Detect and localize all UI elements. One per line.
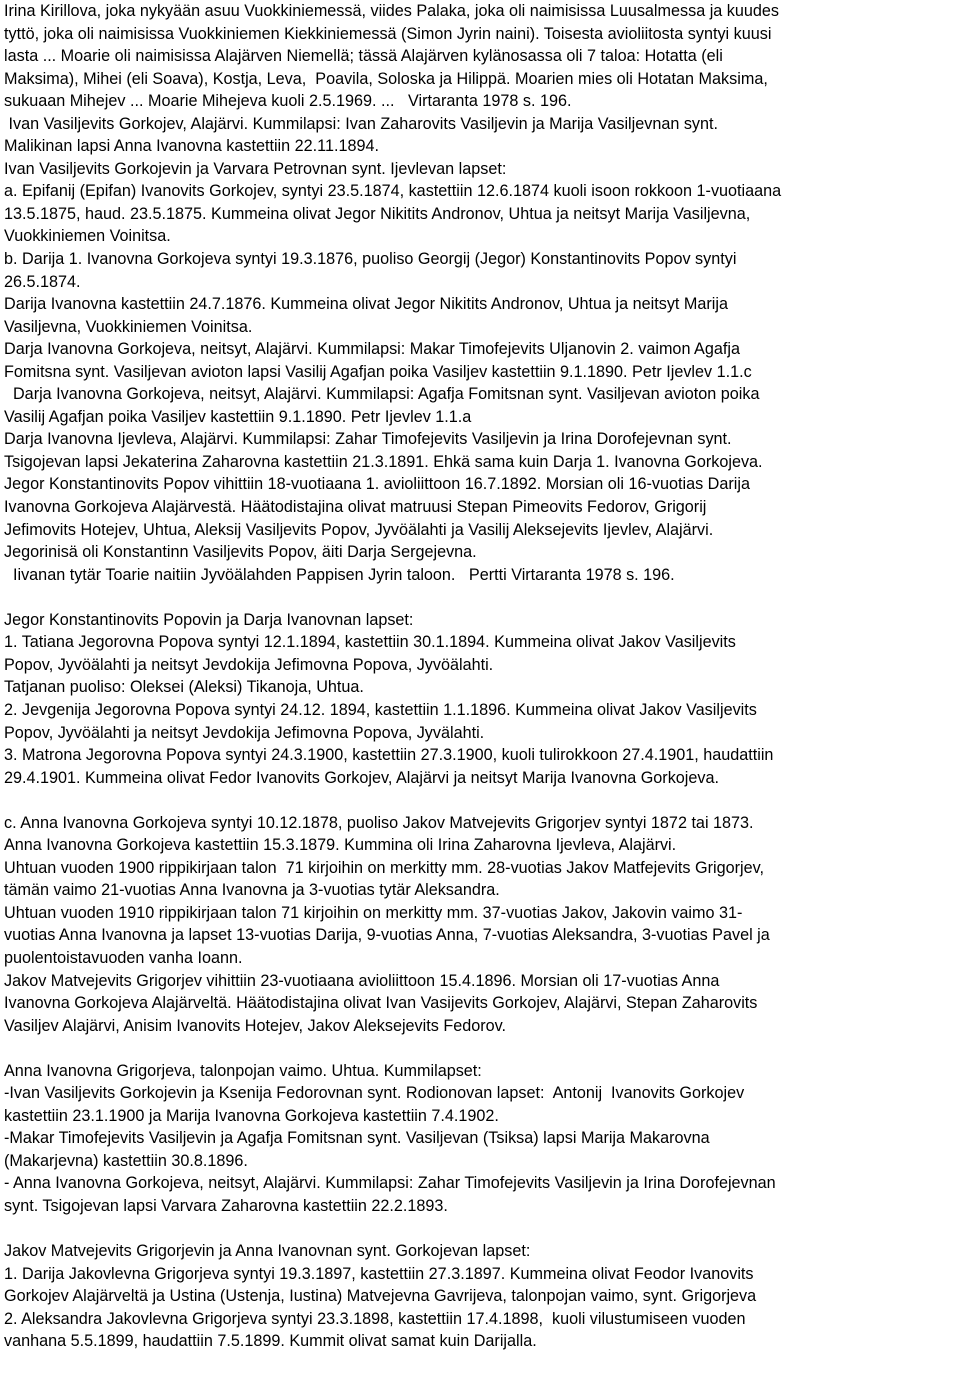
text-line: a. Epifanij (Epifan) Ivanovits Gorkojev, syntyi 23.5.1874, kastettiin 12.6.1874 kuoli isoon rokkoon 1-vuotiaana [4, 182, 782, 201]
text-line: Jefimovits Hotejev, Uhtua, Aleksij Vasiljevits Popov, Jyvöälahti ja Vasilij Aleksejevits Ijevlev, Alajärvi. [4, 520, 714, 539]
text-line: 13.5.1875, haud. 23.5.1875. Kummeina olivat Jegor Nikitits Andronov, Uhtua ja neitsyt Marija Vasiljevna, [4, 204, 751, 223]
text-line: sukuaan Mihejev ... Moarie Mihejeva kuoli 2.5.1969. ... Virtaranta 1978 s. 196. [4, 92, 572, 111]
text-line: 2. Jevgenija Jegorovna Popova syntyi 24.12. 1894, kastettiin 1.1.1896. Kummeina olivat Jakov Vasiljevits [4, 700, 757, 719]
text-line: Vasiljevna, Vuokkiniemen Voinitsa. [4, 317, 253, 336]
text-line: lasta ... Moarie oli naimisissa Alajärven Niemellä; tässä Alajärven kylänosassa oli 7 taloa: Hotatta (eli [4, 47, 723, 66]
text-line: Irina Kirillova, joka nykyään asuu Vuokkiniemessä, viides Palaka, joka oli naimisissa Luusalmessa ja kuudes [4, 2, 779, 20]
text-line: vuotias Anna Ivanovna ja lapset 13-vuotias Darija, 9-vuotias Anna, 7-vuotias Aleksandra, 3-vuotias Pavel ja [4, 926, 770, 945]
text-line: synt. Tsigojevan lapsi Varvara Zaharovna kastettiin 22.2.1893. [4, 1196, 448, 1215]
text-line: Iivanan tytär Toarie naitiin Jyvöälahden Pappisen Jyrin taloon. Pertti Virtaranta 1978 s. 196. [4, 565, 675, 584]
blank-line [4, 789, 956, 812]
text-line: b. Darija 1. Ivanovna Gorkojeva syntyi 19.3.1876, puoliso Georgij (Jegor) Konstantinovits Popov syntyi [4, 250, 737, 269]
text-line: Darja Ivanovna Gorkojeva, neitsyt, Alajärvi. Kummilapsi: Makar Timofejevits Uljanovin 2. vaimon Agafja [4, 340, 740, 359]
text-line: Fomitsna synt. Vasiljevan avioton lapsi Vasilij Agafjan poika Vasiljev kastettiin 9.1.1890. Petr Ijevlev 1.1.c [4, 362, 752, 381]
text-line: tyttö, joka oli naimisissa Vuokkiniemen Kiekkiniemessä (Simon Jyrin naini). Toisesta avioliitosta syntyi kuusi [4, 24, 772, 43]
text-line: - Anna Ivanovna Gorkojeva, neitsyt, Alajärvi. Kummilapsi: Zahar Timofejevits Vasiljevin ja Irina Dorofejevnan [4, 1174, 776, 1193]
text-line: 1. Tatiana Jegorovna Popova syntyi 12.1.1894, kastettiin 30.1.1894. Kummeina olivat Jakov Vasiljevits [4, 633, 736, 652]
text-line: vanhana 5.5.1899, haudattiin 7.5.1899. Kummit olivat samat kuin Darijalla. [4, 1332, 537, 1351]
text-line: Ivanovna Gorkojeva Alajärveltä. Häätodistajina olivat Ivan Vasijevits Gorkojev, Alajärvi, Stepan Zaharovits [4, 994, 758, 1013]
text-line: Jegor Konstantinovits Popovin ja Darja Ivanovnan lapset: [4, 610, 414, 629]
text-line: Popov, Jyvöälahti ja neitsyt Jevdokija Jefimovna Popova, Jyvälahti. [4, 723, 485, 742]
text-line: -Ivan Vasiljevits Gorkojevin ja Ksenija Fedorovnan synt. Rodionovan lapset: Antonij Ivanovits Gorkojev [4, 1084, 745, 1103]
text-line: Jegor Konstantinovits Popov vihittiin 18-vuotiaana 1. avioliittoon 16.7.1892. Morsian oli 16-vuotias Darija [4, 475, 750, 494]
text-line: Tsigojevan lapsi Jekaterina Zaharovna kastettiin 21.3.1891. Ehkä sama kuin Darja 1. Ivanovna Gorkojeva. [4, 452, 763, 471]
text-line: 1. Darija Jakovlevna Grigorjeva syntyi 19.3.1897, kastettiin 27.3.1897. Kummeina olivat Feodor Ivanovits [4, 1264, 754, 1283]
text-line: Anna Ivanovna Gorkojeva kastettiin 15.3.1879. Kummina oli Irina Zaharovna Ijevleva, Alajärvi. [4, 836, 677, 855]
text-line: 3. Matrona Jegorovna Popova syntyi 24.3.1900, kastettiin 27.3.1900, kuoli tulirokkoon 27.4.1901, haudattiin [4, 746, 774, 765]
text-line: Ivanovna Gorkojeva Alajärvestä. Häätodistajina olivat matruusi Stepan Pimeovits Fedorov, Grigorij [4, 498, 707, 517]
text-line: Darja Ivanovna Ijevleva, Alajärvi. Kummilapsi: Zahar Timofejevits Vasiljevin ja Irina Dorofejevnan synt. [4, 430, 732, 449]
text-line: puolentoistavuoden vanha Ioann. [4, 948, 243, 967]
text-line: Ivan Vasiljevits Gorkojevin ja Varvara Petrovnan synt. Ijevlevan lapset: [4, 159, 507, 178]
text-line: Uhtuan vuoden 1910 rippikirjaan talon 71 kirjoihin on merkitty mm. 37-vuotias Jakov, Jakovin vaimo 31- [4, 903, 743, 922]
text-line: (Makarjevna) kastettiin 30.8.1896. [4, 1151, 248, 1170]
document-page [4, 0, 956, 1353]
text-line: c. Anna Ivanovna Gorkojeva syntyi 10.12.1878, puoliso Jakov Matvejevits Grigorjev syntyi 1872 tai 1873. [4, 813, 754, 832]
text-line: Vasiljev Alajärvi, Anisim Ivanovits Hotejev, Jakov Aleksejevits Fedorov. [4, 1016, 507, 1035]
text-line: Malikinan lapsi Anna Ivanovna kastettiin 22.11.1894. [4, 137, 379, 156]
text-line: 2. Aleksandra Jakovlevna Grigorjeva syntyi 23.3.1898, kastettiin 17.4.1898, kuoli vilustumiseen vuoden [4, 1309, 746, 1328]
text-line: Vuokkiniemen Voinitsa. [4, 227, 171, 246]
text-line: Jakov Matvejevits Grigorjevin ja Anna Ivanovnan synt. Gorkojevan lapset: [4, 1242, 531, 1261]
blank-line [4, 586, 956, 609]
blank-line [4, 1037, 956, 1060]
text-line: Darja Ivanovna Gorkojeva, neitsyt, Alajärvi. Kummilapsi: Agafja Fomitsnan synt. Vasiljevan avioton poika [4, 385, 760, 404]
text-line: Popov, Jyvöälahti ja neitsyt Jevdokija Jefimovna Popova, Jyvöälahti. [4, 655, 494, 674]
text-line: Darija Ivanovna kastettiin 24.7.1876. Kummeina olivat Jegor Nikitits Andronov, Uhtua ja neitsyt Marija [4, 295, 729, 314]
text-line: -Makar Timofejevits Vasiljevin ja Agafja Fomitsnan synt. Vasiljevan (Tsiksa) lapsi Marija Makarovna [4, 1129, 710, 1148]
text-line: Tatjanan puoliso: Oleksei (Aleksi) Tikanoja, Uhtua. [4, 678, 364, 697]
text-line: Gorkojev Alajärveltä ja Ustina (Ustenja, Iustina) Matvejevna Gavrijeva, talonpojan vaimo, synt. Grigorjeva [4, 1287, 757, 1306]
text-line: tämän vaimo 21-vuotias Anna Ivanovna ja 3-vuotias tytär Aleksandra. [4, 881, 500, 900]
text-line: Maksima), Mihei (eli Soava), Kostja, Leva, Poavila, Soloska ja Hilippä. Moarien mies oli Hotatan Maksima, [4, 69, 768, 88]
text-line: Jegorinisä oli Konstantinn Vasiljevits Popov, äiti Darja Sergejevna. [4, 543, 477, 562]
text-line: Anna Ivanovna Grigorjeva, talonpojan vaimo. Uhtua. Kummilapset: [4, 1061, 482, 1080]
text-line: Jakov Matvejevits Grigorjev vihittiin 23-vuotiaana avioliittoon 15.4.1896. Morsian oli 17-vuotias Anna [4, 971, 720, 990]
text-line: Ivan Vasiljevits Gorkojev, Alajärvi. Kummilapsi: Ivan Zaharovits Vasiljevin ja Marija Vasiljevnan synt. [4, 114, 719, 133]
text-line: Uhtuan vuoden 1900 rippikirjaan talon 71 kirjoihin on merkitty mm. 28-vuotias Jakov Matfejevits Grigorjev, [4, 858, 764, 877]
text-line: 26.5.1874. [4, 272, 81, 291]
text-line: kastettiin 23.1.1900 ja Marija Ivanovna Gorkojeva kastettiin 7.4.1902. [4, 1106, 499, 1125]
blank-line [4, 1218, 956, 1241]
text-line: Vasilij Agafjan poika Vasiljev kastettiin 9.1.1890. Petr Ijevlev 1.1.a [4, 407, 472, 426]
text-line: 29.4.1901. Kummeina olivat Fedor Ivanovits Gorkojev, Alajärvi ja neitsyt Marija Ivanovna Gorkojeva. [4, 768, 719, 787]
